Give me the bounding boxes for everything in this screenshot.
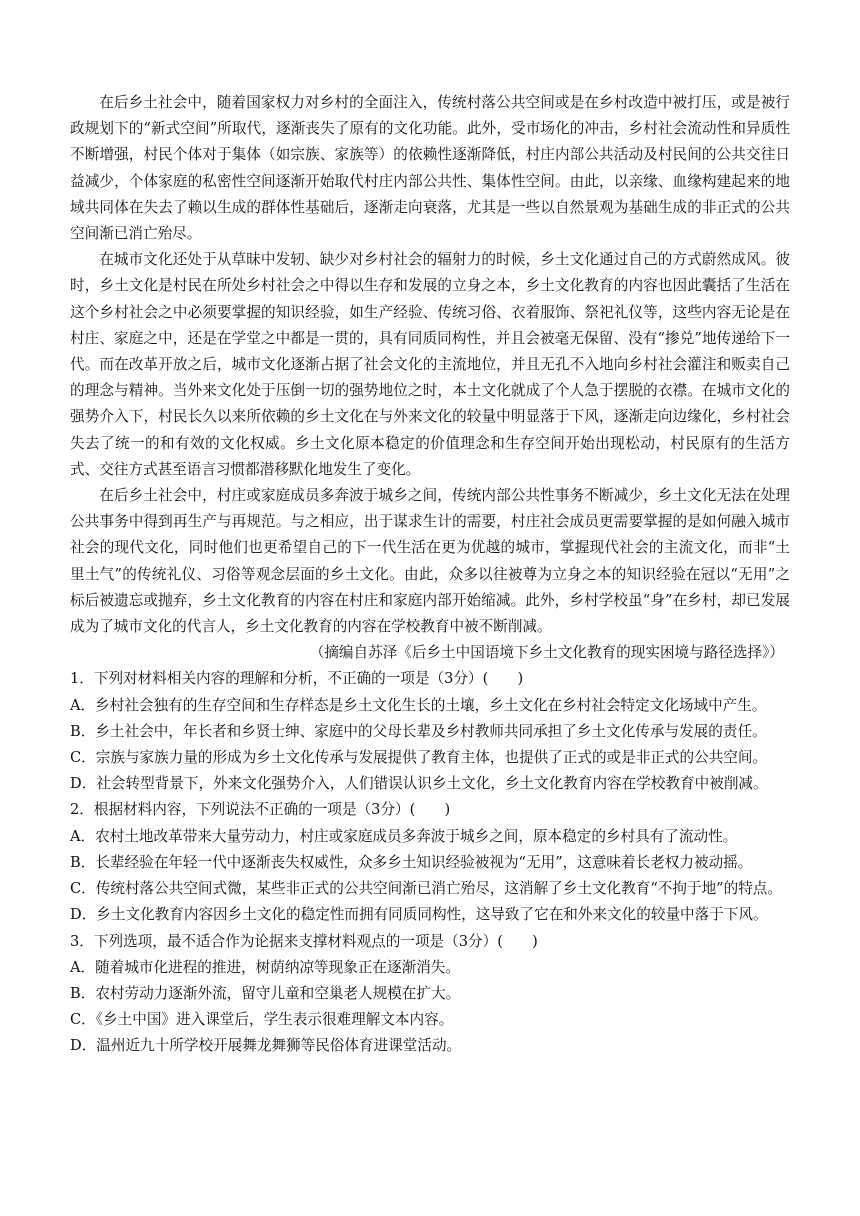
- option-a: A．随着城市化进程的推进，树荫纳凉等现象正在逐渐消失。: [70, 958, 460, 976]
- option-a: A．乡村社会独有的生存空间和生存样态是乡土文化生长的土壤，乡土文化在乡村社会特定文化场域中产生。: [70, 696, 767, 714]
- option-b: B．农村劳动力逐渐外流，留守儿童和空巢老人规模在扩大。: [70, 984, 461, 1002]
- option-d: D．温州近九十所学校开展舞龙舞狮等民俗体育进课堂活动。: [70, 1037, 462, 1055]
- question-stem: 2．根据材料内容，下列说法不正确的一项是（3分）( ): [70, 801, 451, 819]
- question-2: [70, 797, 790, 928]
- passage-paragraph-2: 在城市文化还处于从草昧中发轫、缺少对乡村社会的辐射力的时候，乡土文化通过自己的方式蔚然成风。彼时，乡土文化是村民在所处乡村社会之中得以生存和发展的立身之本，乡土文化教育的内容也因此囊括了生活在这个乡村社会之中必须要掌握的知识经验，如生产经验、传统习俗、衣着服饰、祭祀礼仪等，这些内容无论是在村庄、家庭之中，还是在学堂之中都是一贯的，具有同质同构性，并且会被毫无保留、没有“掺兑”地传递给下一代。而在改革开放之后，城市文化逐渐占据了社会文化的主流地位，并且无孔不入地向乡村社会灌注和贩卖自己的理念与精神。当外来文化处于压倒一切的强势地位之时，本土文化就成了个人急于摆脱的衣襟。在城市文化的强势介入下，村民长久以来所依赖的乡土文化在与外来文化的较量中明显落于下风，逐渐走向边缘化，乡村社会失去了统一的和有效的文化权威。乡土文化原本稳定的价值理念和生存空间开始出现松动，村民原有的生活方式、交往方式甚至语言习惯都潜移默化地发生了变化。: [70, 251, 790, 478]
- question-3: [70, 929, 790, 1060]
- option-a: A．农村土地改革带来大量劳动力，村庄或家庭成员多奔波于城乡之间，原本稳定的乡村具有了流动性。: [70, 827, 738, 845]
- document-page: [70, 90, 790, 1060]
- question-stem: 1．下列对材料相关内容的理解和分析，不正确的一项是（3分）( ): [70, 670, 524, 688]
- option-d: D．乡土文化教育内容因乡土文化的稳定性而拥有同质同构性，这导致了它在和外来文化的较量中落于下风。: [70, 906, 768, 924]
- question-1: [70, 666, 790, 797]
- option-d: D．社会转型背景下，外来文化强势介入，人们错误认识乡土文化，乡土文化教育内容在学校教育中被削减。: [70, 775, 768, 793]
- passage-paragraph-1: 在后乡土社会中，随着国家权力对乡村的全面注入，传统村落公共空间或是在乡村改造中被打压，或是被行政规划下的“新式空间”所取代，逐渐丧失了原有的文化功能。此外，受市场化的冲击，乡村社会流动性和异质性不断增强，村民个体对于集体（如宗族、家族等）的依赖性逐渐降低，村庄内部公共活动及村民间的公共交往日益减少，个体家庭的私密性空间逐渐开始取代村庄内部公共性、集体性空间。由此，以亲缘、血缘构建起来的地域共同体在失去了赖以生成的群体性基础后，逐渐走向衰落，尤其是一些以自然景观为基础生成的非正式的公共空间渐已消亡殆尽。: [70, 94, 790, 243]
- option-b: B．长辈经验在年轻一代中逐渐丧失权威性，众多乡土知识经验被视为“无用”，这意味着长老权力被动摇。: [70, 853, 753, 871]
- option-c: C．传统村落公共空间式微，某些非正式的公共空间渐已消亡殆尽，这消解了乡土文化教育“不拘于地”的特点。: [70, 880, 782, 898]
- option-b: B．乡土社会中，年长者和乡贤士绅、家庭中的父母长辈及乡村教师共同承担了乡土文化传承与发展的责任。: [70, 722, 767, 740]
- option-c: C．《乡土中国》进入课堂后，学生表示很难理解文本内容。: [70, 1011, 454, 1029]
- question-stem: 3．下列选项，最不适合作为论据来支撑材料观点的一项是（3分）( ): [70, 932, 538, 950]
- passage-source: （摘编自苏泽《后乡土中国语境下乡土文化教育的现实困境与路径选择》）: [309, 644, 784, 662]
- passage-paragraph-3: 在后乡土社会中，村庄或家庭成员多奔波于城乡之间，传统内部公共性事务不断减少，乡土文化无法在处理公共事务中得到再生产与再规范。与之相应，出于谋求生计的需要，村庄社会成员更需要掌握的是如何融入城市社会的现代文化，同时他们也更希望自己的下一代生活在更为优越的城市，掌握现代社会的主流文化，而非“土里土气”的传统礼仪、习俗等观念层面的乡土文化。由此，众多以往被尊为立身之本的知识经验在冠以“无用”之标后被遗忘或抛弃，乡土文化教育的内容在村庄和家庭内部开始缩减。此外，乡村学校虽“身”在乡村，却已发展成为了城市文化的代言人，乡土文化教育的内容在学校教育中被不断削减。: [70, 487, 790, 636]
- option-c: C．宗族与家族力量的形成为乡土文化传承与发展提供了教育主体，也提供了正式的或是非正式的公共空间。: [70, 749, 768, 767]
